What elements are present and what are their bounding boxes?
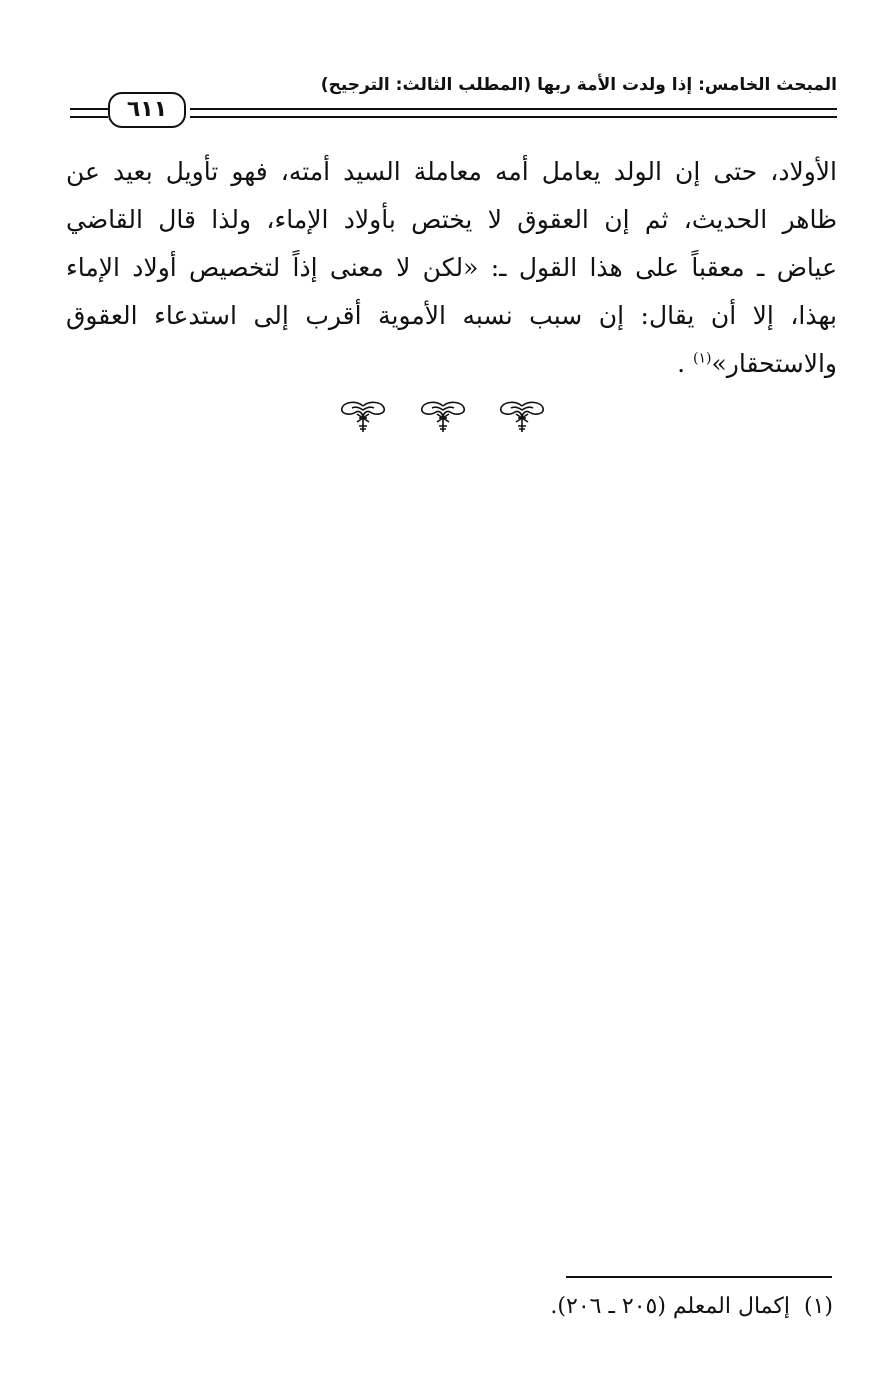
footnote-separator <box>566 1276 832 1278</box>
header-short-rule-bottom <box>70 116 108 118</box>
footnote-reference: (١) <box>692 350 712 367</box>
section-divider-ornaments <box>0 400 885 434</box>
running-header-title: المبحث الخامس: إذا ولدت الأمة ربها (المطلب الثالث: الترجيح) <box>320 75 837 95</box>
page-number: ٦١١ <box>108 92 186 128</box>
floral-knot-icon <box>497 400 547 434</box>
body-line-5 <box>66 340 837 388</box>
body-line-1: الأولاد، حتى إن الولد يعامل أمه معاملة السيد أمته، فهو تأويل بعيد عن <box>66 157 837 186</box>
body-line-5-text: والاستحقار» <box>711 349 837 378</box>
footnote <box>550 1290 833 1324</box>
header-rule-top <box>190 108 837 110</box>
body-line-4: بهذا، إلا أن يقال: إن سبب نسبه الأموية أقرب إلى استدعاء العقوق <box>66 301 837 330</box>
body-line-2: ظاهر الحديث، ثم إن العقوق لا يختص بأولاد الإماء، ولذا قال القاضي <box>66 205 837 234</box>
footnote-number: (١) <box>803 1294 833 1319</box>
header-rule-bottom <box>190 116 837 118</box>
footnote-text: إكمال المعلم (٢٠٥ ـ ٢٠٦). <box>550 1294 790 1319</box>
body-line-5-end: . <box>677 349 686 378</box>
body-line-3: عياض ـ معقباً على هذا القول ـ: «لكن لا معنى إذاً لتخصيص أولاد الإماء <box>66 253 837 282</box>
header-short-rule-top <box>70 108 108 110</box>
body-paragraph <box>66 148 837 388</box>
floral-knot-icon <box>418 400 468 434</box>
floral-knot-icon <box>338 400 388 434</box>
